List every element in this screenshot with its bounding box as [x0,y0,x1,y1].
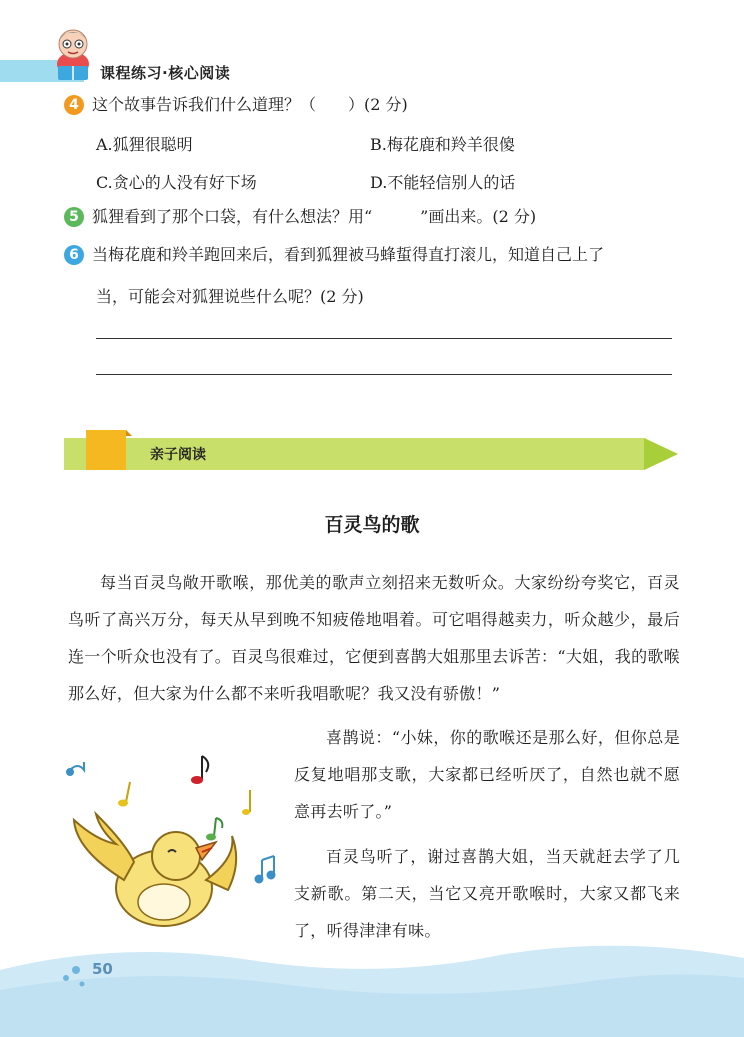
footer-wave-decoration [0,930,744,1037]
page-number: 50 [92,960,113,978]
music-note-icon [256,856,275,883]
answer-line-2[interactable] [96,374,672,375]
option-a: A.狐狸很聪明 [96,135,193,154]
answer-line-1[interactable] [96,338,672,339]
story-paragraph-3: 百灵鸟听了，谢过喜鹊大姐，当天就赶去学了几支新歌。第二天，当它又亮开歌喉时，大家又都飞来了，听得津津有味。 [294,847,680,940]
question-text-line-2: 当，可能会对狐狸说些什么呢？(2 分) [96,287,364,306]
question-text-line-1: 当梅花鹿和羚羊跑回来后，看到狐狸被马蜂蜇得直打滚儿，知道自己上了 [92,245,605,264]
question-text: 狐狸看到了那个口袋，有什么想法？用“ ”画出来。(2 分) [92,207,537,226]
question-4 [64,94,408,116]
question-text: 这个故事告诉我们什么道理？（ ）(2 分) [92,95,408,114]
header-title: 课程练习·核心阅读 [100,64,231,82]
music-note-icon [242,790,250,815]
music-note-icon [191,756,208,784]
section-label: 亲子阅读 [150,447,206,463]
story-paragraph-1: 每当百灵鸟敞开歌喉，那优美的歌声立刻招来无数听众。大家纷纷夸奖它，百灵鸟听了高兴万分，每天从早到晚不知疲倦地唱着。可它唱得越卖力，听众越少，最后连一个听众也没有了。百灵鸟很难过，它便到喜鹊大姐那里去诉苦：“大姐，我的歌喉那么好，但大家为什么都不来听我唱歌呢？我又没有骄傲！” [68,573,680,703]
question-number-badge: 4 [64,95,84,115]
question-5 [64,206,536,228]
music-note-icon [67,762,84,775]
option-c: C.贪心的人没有好下场 [96,173,257,192]
singing-lark-illustration [56,740,286,940]
question-6 [64,244,604,266]
music-note-icon [206,818,222,841]
mascot-reading-icon [48,24,98,82]
music-note-icon [118,782,130,807]
story-paragraph-2: 喜鹊说：“小妹，你的歌喉还是那么好，但你总是反复地唱那支歌，大家都已经听厌了，自然也就不愿意再去听了。” [294,728,680,821]
question-number-badge: 5 [64,207,84,227]
option-b: B.梅花鹿和羚羊很傻 [370,135,515,154]
story-title: 百灵鸟的歌 [324,514,420,536]
option-d: D.不能轻信别人的话 [370,173,516,192]
question-number-badge: 6 [64,245,84,265]
